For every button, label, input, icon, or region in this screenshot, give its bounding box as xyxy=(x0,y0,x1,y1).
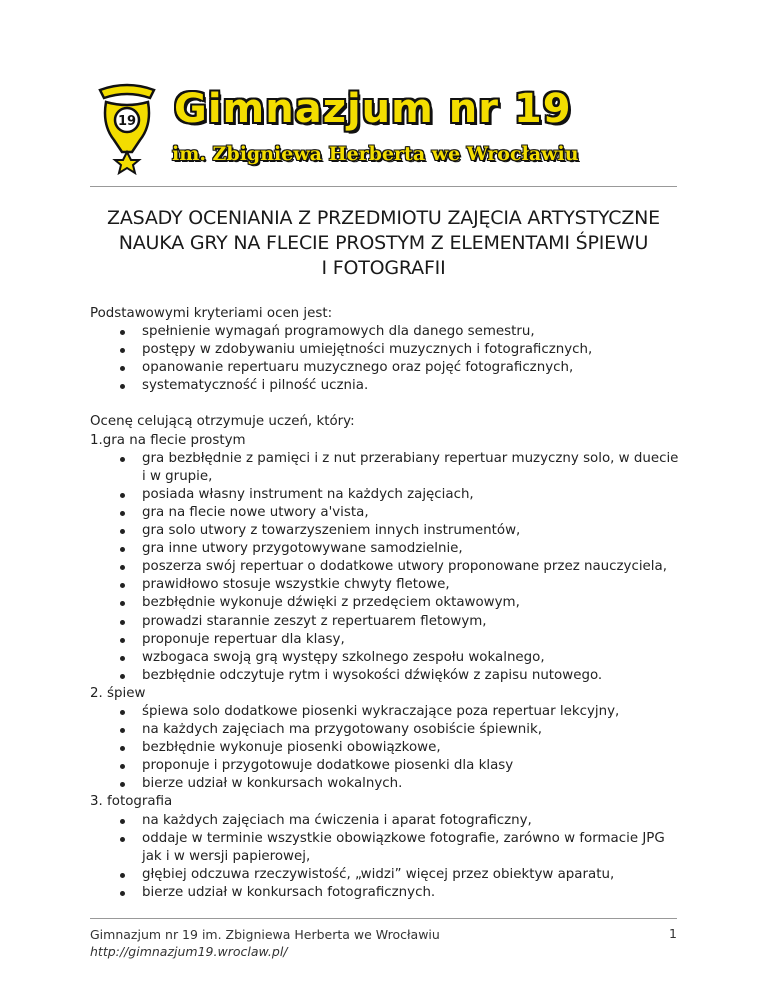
list-item: posiada własny instrument na każdych zajęciach, xyxy=(142,486,680,504)
svg-text:19: 19 xyxy=(117,114,137,129)
logo-title: Gimnazjum nr 19 xyxy=(174,86,572,132)
section-heading: 3. fotografia xyxy=(90,794,173,810)
section-heading: 2. śpiew xyxy=(90,685,146,701)
title-line: I FOTOGRAFII xyxy=(321,257,446,279)
title-line: ZASADY OCENIANIA Z PRZEDMIOTU ZAJĘCIA ARTYSTYCZNE xyxy=(107,207,660,229)
school-emblem-icon xyxy=(92,80,162,175)
title-line: NAUKA GRY NA FLECIE PROSTYM Z ELEMENTAMI ŚPIEWU xyxy=(118,232,649,254)
list-item: poszerza swój repertuar o dodatkowe utwory proponowane przez nauczyciela, xyxy=(142,558,680,576)
list-item: prawidłowo stosuje wszystkie chwyty fletowe, xyxy=(142,576,680,594)
list-item: systematyczność i pilność ucznia. xyxy=(142,377,680,395)
list-item: na każdych zajęciach ma ćwiczenia i aparat fotograficzny, xyxy=(142,812,680,830)
list-item: wzbogaca swoją grą występy szkolnego zespołu wokalnego, xyxy=(142,649,680,667)
footer xyxy=(90,926,440,960)
footer-website-link[interactable]: http://gimnazjum19.wroclaw.pl/ xyxy=(90,944,288,959)
criteria-intro: Podstawowymi kryteriami ocen jest: xyxy=(90,306,333,321)
list-item: gra bezbłędnie z pamięci i z nut przerabiany repertuar muzyczny solo, w duecie i w grupie, xyxy=(142,450,680,486)
list-item: proponuje repertuar dla klasy, xyxy=(142,631,680,649)
list-item: na każdych zajęciach ma przygotowany osobiście śpiewnik, xyxy=(142,721,680,739)
list-item: bezbłędnie odczytuje rytm i wysokości dźwięków z zapisu nutowego. xyxy=(142,667,680,685)
list-item: bierze udział w konkursach wokalnych. xyxy=(142,775,680,793)
footer-divider xyxy=(90,918,677,919)
document-body xyxy=(90,305,680,902)
grade-intro: Ocenę celującą otrzymuje uczeń, który: xyxy=(90,414,355,430)
list-item: bierze udział w konkursach fotograficznych. xyxy=(142,884,680,902)
document-title xyxy=(90,206,677,281)
list-item: prowadzi starannie zeszyt z repertuarem fletowym, xyxy=(142,613,680,631)
criteria-list xyxy=(90,323,680,395)
list-item: proponuje i przygotowuje dodatkowe piosenki dla klasy xyxy=(142,757,680,775)
flute-requirements-list xyxy=(90,450,680,685)
singing-requirements-list xyxy=(90,703,680,793)
list-item: postępy w zdobywaniu umiejętności muzycznych i fotograficznych, xyxy=(142,341,680,359)
list-item: gra solo utwory z towarzyszeniem innych instrumentów, xyxy=(142,522,680,540)
list-item: opanowanie repertuaru muzycznego oraz pojęć fotograficznych, xyxy=(142,359,680,377)
school-logo xyxy=(92,80,652,175)
list-item: gra inne utwory przygotowywane samodzielnie, xyxy=(142,540,680,558)
list-item: śpiewa solo dodatkowe piosenki wykraczające poza repertuar lekcyjny, xyxy=(142,703,680,721)
logo-subtitle: im. Zbigniewa Herberta we Wrocławiu xyxy=(172,143,579,165)
section-heading: 1.gra na flecie prostym xyxy=(90,432,246,448)
list-item: głębiej odczuwa rzeczywistość, „widzi” więcej przez obiektyw aparatu, xyxy=(142,866,680,884)
list-item: spełnienie wymagań programowych dla danego semestru, xyxy=(142,323,680,341)
list-item: gra na flecie nowe utwory a'vista, xyxy=(142,504,680,522)
list-item: bezbłędnie wykonuje piosenki obowiązkowe, xyxy=(142,739,680,757)
paragraph-gap xyxy=(90,395,680,413)
page-number: 1 xyxy=(669,926,677,941)
footer-school-name: Gimnazjum nr 19 im. Zbigniewa Herberta we Wrocławiu xyxy=(90,927,440,942)
header-divider xyxy=(90,186,677,187)
list-item: bezbłędnie wykonuje dźwięki z przedęciem oktawowym, xyxy=(142,594,680,612)
list-item: oddaje w terminie wszystkie obowiązkowe fotografie, zarówno w formacie JPG jak i w wersji papierowej, xyxy=(142,830,680,866)
photography-requirements-list xyxy=(90,812,680,902)
